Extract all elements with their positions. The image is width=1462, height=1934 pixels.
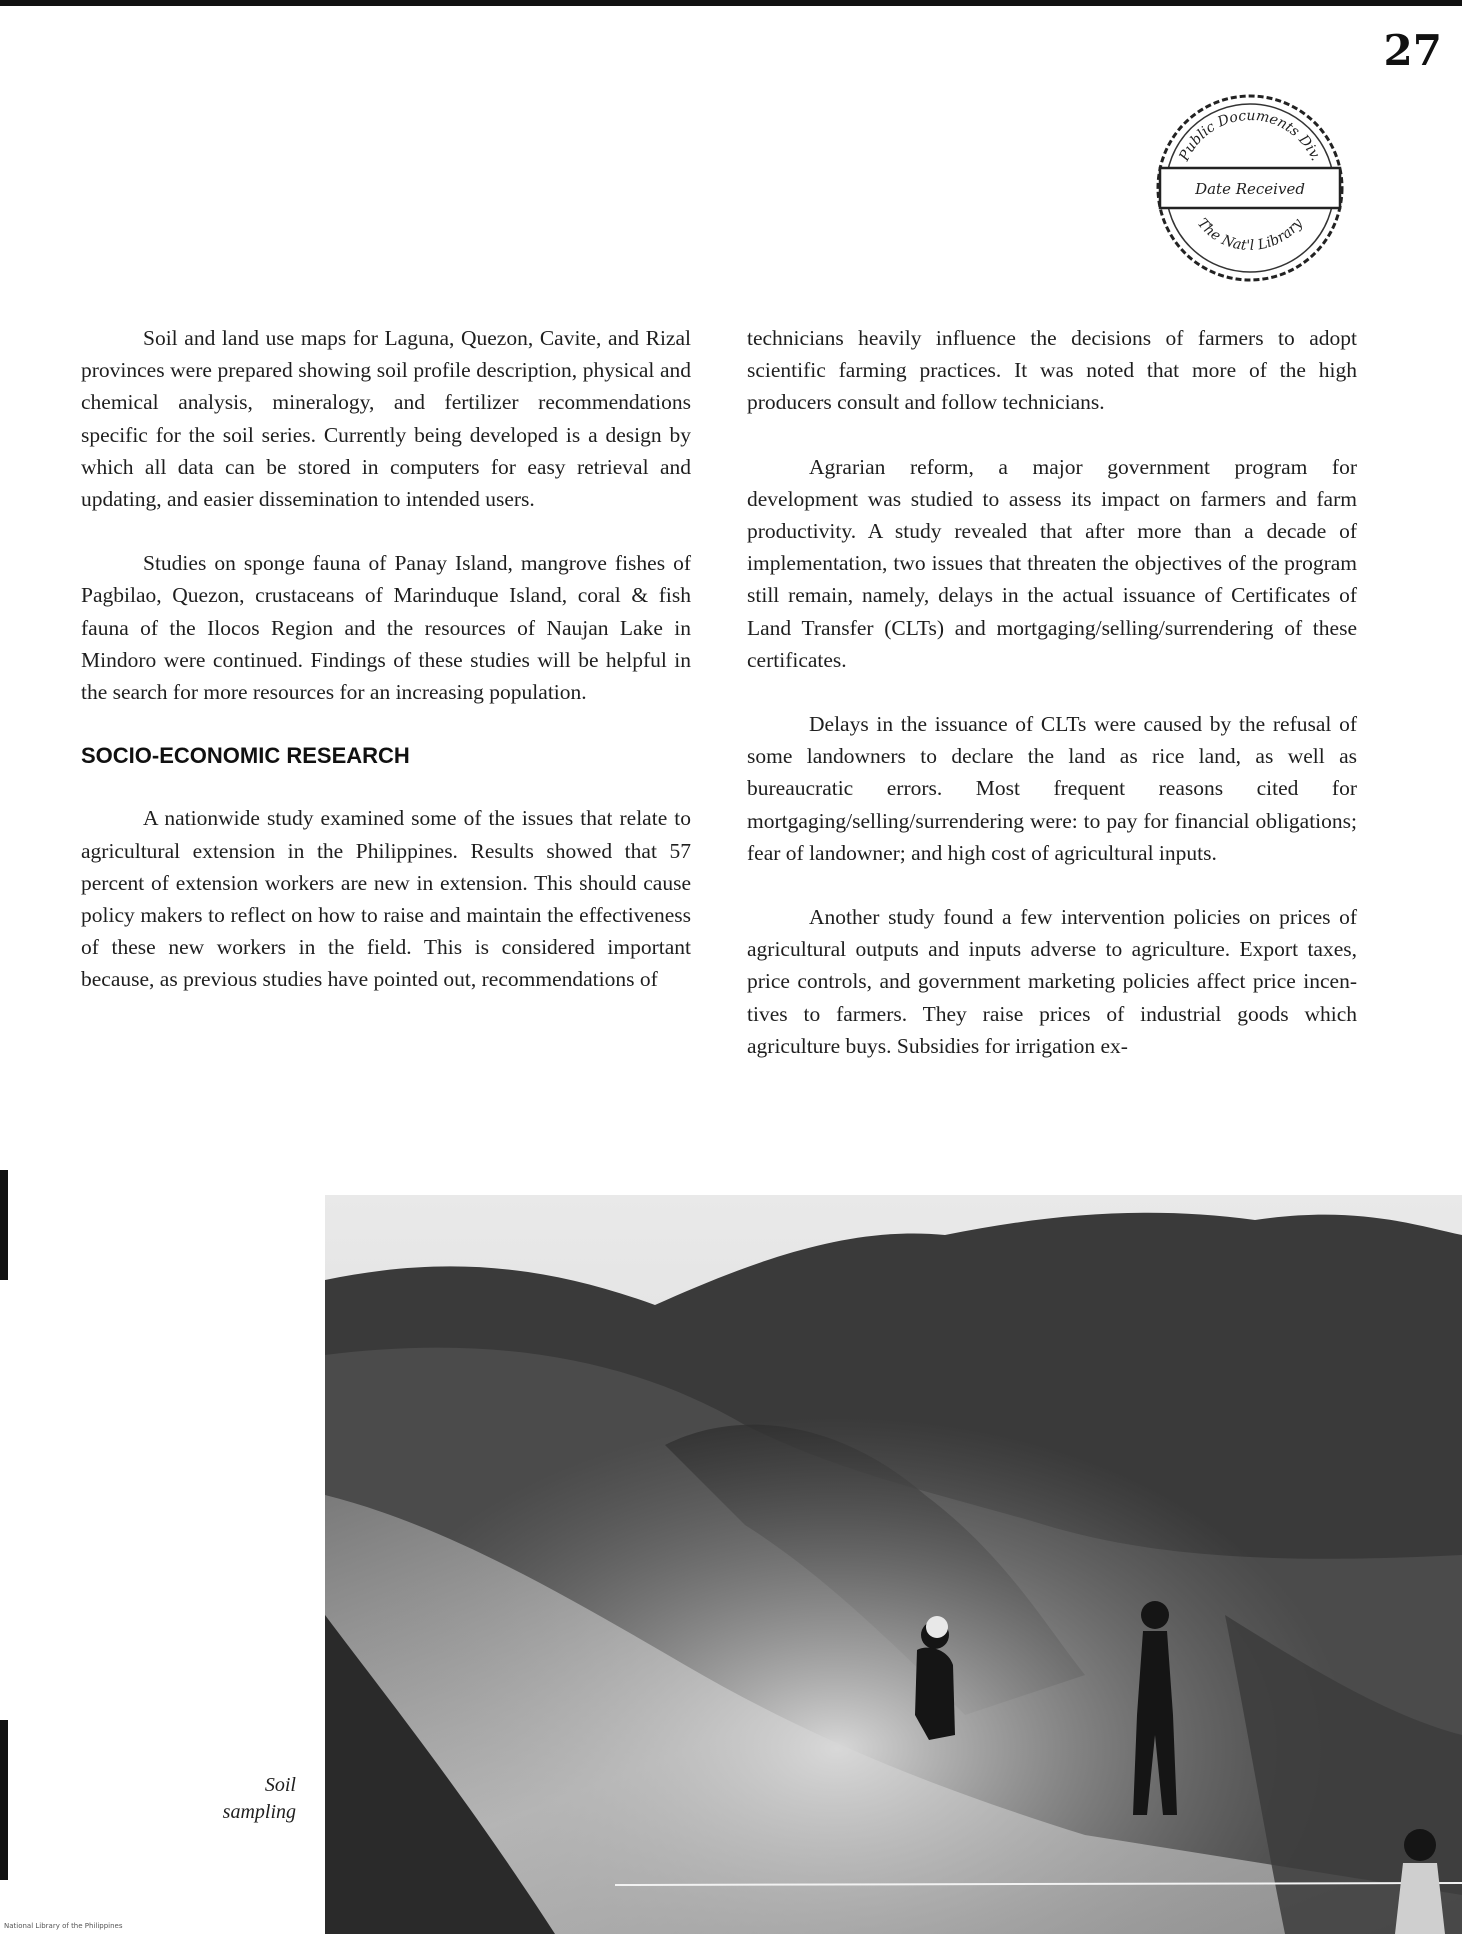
- stamp-bottom-text: The Nat'l Library: [1193, 215, 1307, 254]
- stamp-seal-icon: [1152, 90, 1348, 286]
- paragraph-fauna-studies: Studies on sponge fauna of Panay Island, mangrove fishes of Pagbilao, Quezon, crustaceans of Marinduque Island, coral & fish fauna of the Ilocos Region and the resources of Naujan Lake in Mindoro were continued. Findings of these studies will be helpful in the search for more resources for an increasing population.: [81, 551, 691, 705]
- paragraph-agrarian-reform: Agrarian reform, a major government program for development was studied to assess its impact on farmers and farm productivity. A study revealed that after more than a decade of implementation, two issues that threaten the objectives of the program still remain, namely, delays in the actual issuance of Certificates of Land Transfer (CLTs) and mortgaging/selling/surrendering of these certificates.: [747, 454, 1357, 672]
- left-column: [81, 322, 691, 1028]
- top-rule: [0, 0, 1462, 6]
- left-edge-mark-lower: [0, 1720, 8, 1880]
- footer-credit: National Library of the Philippines: [4, 1922, 123, 1930]
- right-column: [747, 322, 1357, 1094]
- photo-caption-line-1: Soil: [264, 1774, 296, 1796]
- page-number: 27: [1383, 26, 1442, 75]
- library-received-stamp: [1152, 90, 1348, 286]
- stamp-top-text: Public Documents Div.: [1176, 107, 1324, 164]
- svg-text:Public Documents Div.: [1176, 108, 1324, 164]
- paragraph-intervention-policies: Another study found a few intervention policies on prices of agricultural outputs and inputs adverse to agriculture. Export taxes, price controls, and government marketing policies affect price incentives to farmers. They raise prices of industrial goods which agriculture buys. Subsidies for irrigation ex-: [747, 905, 1357, 1058]
- section-heading-socio-economic: SOCIO-ECONOMIC RESEARCH: [81, 743, 410, 769]
- paragraph-technicians: technicians heavily influence the decisions of farmers to adopt scientific farming practices. It was noted that more of the high producers consult and follow technicians.: [747, 326, 1357, 415]
- stamp-middle-text: Date Received: [1195, 180, 1305, 198]
- soil-sampling-photo: [325, 1195, 1462, 1934]
- paragraph-extension-study: A nationwide study examined some of the issues that relate to agricultural extension in the Philippines. Results showed that 57 percent of extension workers are new in extension. This should cause policy makers to reflect on how to raise and maintain the effectiveness of these new workers in the field. This is considered important because, as previous studies have pointed out, recommendations of: [81, 806, 691, 992]
- left-edge-mark-upper: [0, 1170, 8, 1280]
- svg-text:The Nat'l Library: [1194, 215, 1307, 254]
- paragraph-soil-maps: Soil and land use maps for Laguna, Quezon, Cavite, and Rizal provinces were prepared showing soil profile description, physical and chemical analysis, mineralogy, and fertilizer recommendations specific for the soil series. Currently being developed is a design by which all data can be stored in computers for easy retrieval and updating, and easier dissemination to intended users.: [81, 326, 691, 512]
- soil-sampling-photo-image: [325, 1195, 1462, 1934]
- photo-caption-line-2: sampling: [222, 1801, 296, 1823]
- photo-caption: [200, 1772, 296, 1826]
- paragraph-clt-delays: Delays in the issuance of CLTs were caused by the refusal of some landowners to declare the land as rice land, as well as bureaucratic errors. Most frequent reasons cited for mortgaging/selling/surrendering were: to pay for financial obligations; fear of landowner; and high cost of agricultural inputs.: [747, 712, 1357, 865]
